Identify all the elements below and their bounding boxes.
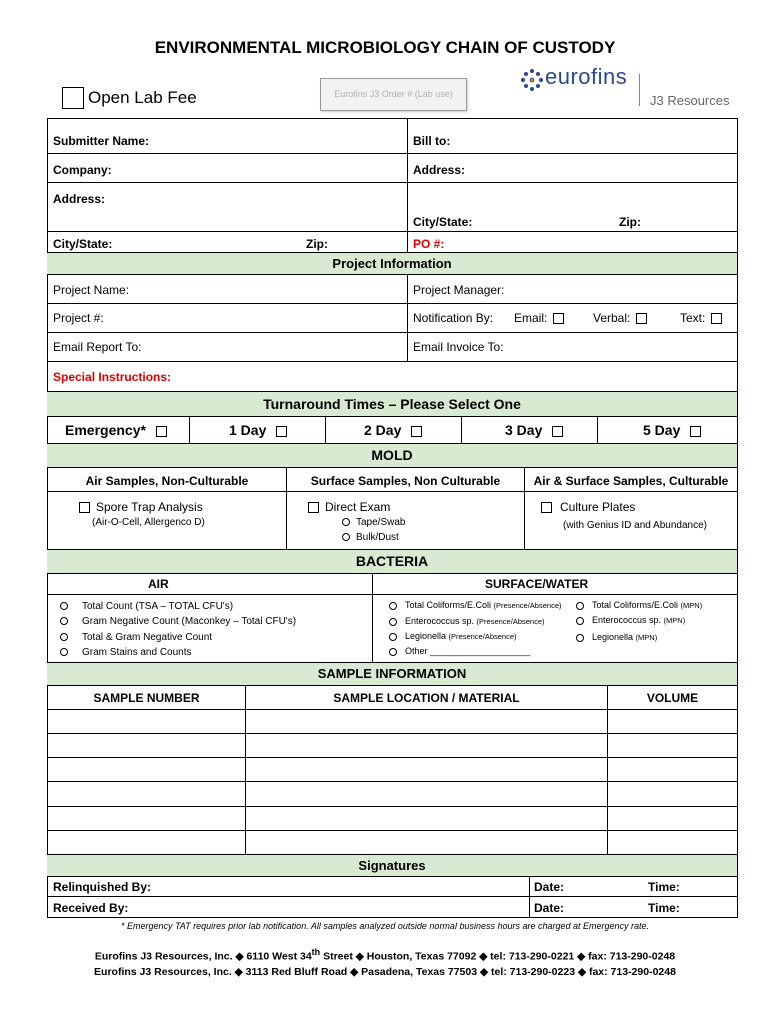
rule <box>48 231 407 232</box>
sw-total-coliforms-pa[interactable] <box>389 600 561 610</box>
table-row <box>48 830 737 831</box>
open-lab-fee[interactable] <box>62 87 197 109</box>
emergency-footnote: * Emergency TAT requires prior lab notification. All samples analyzed outside normal business hours are charged at Emergency rate. <box>120 921 650 931</box>
mold-heading: MOLD <box>47 443 737 468</box>
air-item-total-count[interactable] <box>60 601 233 612</box>
table-row <box>48 733 737 734</box>
tat-emergency[interactable] <box>65 422 167 438</box>
tat-3-day[interactable] <box>505 422 563 438</box>
tat-2-day-checkbox[interactable] <box>411 426 422 437</box>
received-date-label: Date: <box>534 901 565 915</box>
sample-col-volume: VOLUME <box>646 691 699 705</box>
footer-line1-b: Street ◆ Houston, Texas 77092 ◆ tel: 713-290-0221 ◆ fax: 713-290-0248 <box>320 950 676 963</box>
radio[interactable] <box>389 648 397 656</box>
sample-col-number: SAMPLE NUMBER <box>93 691 200 705</box>
notify-email-checkbox[interactable] <box>553 313 564 324</box>
tat-emergency-checkbox[interactable] <box>156 426 167 437</box>
footer-line1-sup: th <box>311 947 321 957</box>
project-name-label: Project Name: <box>53 283 130 297</box>
sw-note: (MPN) <box>680 601 703 610</box>
bacteria-air-heading: AIR <box>148 577 169 591</box>
radio[interactable] <box>576 634 584 642</box>
tat-divider <box>325 416 326 443</box>
project-divider <box>407 274 408 362</box>
sample-divider <box>245 685 246 854</box>
email-invoice-label: Email Invoice To: <box>413 340 504 354</box>
sw-legionella-pa[interactable] <box>389 631 517 641</box>
open-lab-fee-checkbox[interactable] <box>62 87 84 109</box>
radio[interactable] <box>389 633 397 641</box>
rule <box>48 594 737 595</box>
air-item-gram-negative[interactable] <box>60 616 296 627</box>
tat-divider <box>189 416 190 443</box>
bacteria-surface-heading: SURFACE/WATER <box>485 577 589 591</box>
order-number-field[interactable]: Eurofins J3 Order # (Lab use) <box>320 78 467 111</box>
tat-5-day[interactable] <box>643 422 701 438</box>
tat-divider <box>597 416 598 443</box>
sw-enterococcus-mpn[interactable] <box>576 615 685 625</box>
relinquished-by-label: Relinquished By: <box>53 880 152 894</box>
address-label: Address: <box>53 192 106 206</box>
sw-note: (MPN) <box>635 633 658 642</box>
rule <box>48 361 737 362</box>
relinquished-time-label: Time: <box>648 880 680 894</box>
culture-note: (with Genius ID and Abundance) <box>563 520 707 531</box>
bacteria-divider <box>372 573 373 663</box>
bill-zip-label: Zip: <box>619 215 641 229</box>
tat-2-day[interactable] <box>364 422 422 438</box>
radio[interactable] <box>60 648 68 656</box>
sw-other[interactable] <box>389 646 530 656</box>
bulk-dust-option[interactable] <box>342 532 399 543</box>
air-item-label: Gram Negative Count (Maconkey – Total CFU's) <box>82 616 297 627</box>
notify-email-label: Email: <box>514 311 548 325</box>
rule <box>408 153 737 154</box>
rule <box>408 231 737 232</box>
direct-exam-option[interactable] <box>308 500 390 514</box>
air-item-total-gram[interactable] <box>60 632 212 643</box>
logo-brand: eurofins <box>545 64 628 89</box>
radio[interactable] <box>576 617 584 625</box>
air-item-gram-stains[interactable] <box>60 647 192 658</box>
tat-1-day-checkbox[interactable] <box>276 426 287 437</box>
rule <box>48 491 737 492</box>
rule <box>48 896 737 897</box>
sw-label: Total Coliforms/E.Coli <box>405 600 494 610</box>
tat-1-day-label: 1 Day <box>229 422 267 438</box>
spore-trap-label: Spore Trap Analysis <box>96 500 203 514</box>
submitter-name-label: Submitter Name: <box>53 134 150 148</box>
received-time-label: Time: <box>648 901 680 915</box>
radio[interactable] <box>60 633 68 641</box>
eurofins-dots-icon <box>520 68 544 92</box>
sample-col-location: SAMPLE LOCATION / MATERIAL <box>333 691 520 705</box>
company-label: Company: <box>53 163 112 177</box>
sample-info-heading: SAMPLE INFORMATION <box>47 662 737 686</box>
city-state-label: City/State: <box>53 237 113 251</box>
radio[interactable] <box>60 602 68 610</box>
mold-col-culturable: Air & Surface Samples, Culturable <box>533 474 729 488</box>
culture-plates-option[interactable] <box>541 500 635 514</box>
air-item-label: Total Count (TSA – TOTAL CFU's) <box>82 601 234 612</box>
special-instructions-label: Special Instructions: <box>53 370 172 384</box>
logo-divider <box>639 74 640 106</box>
turnaround-heading: Turnaround Times – Please Select One <box>47 391 737 417</box>
air-item-label: Total & Gram Negative Count <box>82 632 213 643</box>
tat-1-day[interactable] <box>229 422 287 438</box>
direct-exam-label: Direct Exam <box>325 500 391 514</box>
sw-label: Enterococcus sp. <box>405 616 477 626</box>
footer-address-houston <box>0 947 770 963</box>
rule <box>48 153 407 154</box>
tape-swab-radio[interactable] <box>342 518 350 526</box>
table-row <box>48 781 737 782</box>
rule <box>48 332 737 333</box>
bulk-dust-label: Bulk/Dust <box>356 532 399 543</box>
sw-label: Other ____________________ <box>405 646 531 656</box>
project-info-heading: Project Information <box>47 252 737 275</box>
bill-city-state-label: City/State: <box>413 215 473 229</box>
notify-text-option[interactable] <box>680 311 722 325</box>
footer-line1-a: Eurofins J3 Resources, Inc. ◆ 6110 West 34 <box>94 950 312 963</box>
bill-to-label: Bill to: <box>413 134 451 148</box>
direct-exam-checkbox[interactable] <box>308 502 319 513</box>
zip-label: Zip: <box>306 237 328 251</box>
air-item-label: Gram Stains and Counts <box>82 647 192 658</box>
relinquished-date-label: Date: <box>534 880 565 894</box>
notify-text-label: Text: <box>680 311 706 325</box>
sample-divider <box>607 685 608 854</box>
rule <box>48 182 407 183</box>
submitter-divider <box>407 119 408 253</box>
page-title: ENVIRONMENTAL MICROBIOLOGY CHAIN OF CUSTODY <box>154 38 616 57</box>
sw-note: (MPN) <box>663 616 686 625</box>
notification-by-label: Notification By: <box>413 311 494 325</box>
tape-swab-option[interactable] <box>342 517 405 528</box>
radio[interactable] <box>389 618 397 626</box>
bill-address-label: Address: <box>413 163 466 177</box>
sw-label: Enterococcus sp. <box>592 615 664 625</box>
sw-note: (Presence/Absence) <box>448 632 517 641</box>
bacteria-heading: BACTERIA <box>47 549 737 574</box>
spore-trap-note: (Air-O-Cell, Allergenco D) <box>92 517 205 528</box>
table-row <box>48 757 737 758</box>
radio[interactable] <box>389 602 397 610</box>
notify-verbal-checkbox[interactable] <box>636 313 647 324</box>
tat-2-day-label: 2 Day <box>364 422 402 438</box>
sw-total-coliforms-mpn[interactable] <box>576 600 702 610</box>
notify-verbal-option[interactable] <box>593 311 647 325</box>
table-row <box>48 806 737 807</box>
signatures-heading: Signatures <box>47 854 737 877</box>
logo-sub: J3 Resources <box>650 93 730 108</box>
radio[interactable] <box>60 617 68 625</box>
sw-note: (Presence/Absence) <box>493 601 562 610</box>
sw-label: Legionella <box>405 631 449 641</box>
tat-divider <box>461 416 462 443</box>
tat-3-day-label: 3 Day <box>505 422 543 438</box>
footer-address-pasadena: Eurofins J3 Resources, Inc. ◆ 3113 Red Bluff Road ◆ Pasadena, Texas 77503 ◆ tel: 713-290-0223 ◆ fax: 713-290-0248 <box>94 966 676 978</box>
tat-3-day-checkbox[interactable] <box>552 426 563 437</box>
spore-trap-option[interactable] <box>79 500 203 514</box>
table-row <box>48 709 737 710</box>
sw-note: (Presence/Absence) <box>476 617 545 626</box>
sw-label: Legionella <box>592 632 636 642</box>
bulk-dust-radio[interactable] <box>342 533 350 541</box>
sw-legionella-mpn[interactable] <box>576 632 657 642</box>
project-manager-label: Project Manager: <box>413 283 505 297</box>
rule <box>408 182 737 183</box>
tape-swab-label: Tape/Swab <box>356 517 406 528</box>
culture-plates-label: Culture Plates <box>560 500 636 514</box>
tat-emergency-label: Emergency* <box>65 422 146 438</box>
tat-5-day-checkbox[interactable] <box>690 426 701 437</box>
email-report-label: Email Report To: <box>53 340 142 354</box>
notify-verbal-label: Verbal: <box>593 311 631 325</box>
mold-col-surface: Surface Samples, Non Culturable <box>310 474 501 488</box>
mold-col-air: Air Samples, Non-Culturable <box>85 474 249 488</box>
radio[interactable] <box>576 602 584 610</box>
notify-email-option[interactable] <box>514 311 564 325</box>
sw-enterococcus-pa[interactable] <box>389 616 545 626</box>
notify-text-checkbox[interactable] <box>711 313 722 324</box>
po-label: PO #: <box>413 237 445 251</box>
sw-label: Total Coliforms/E.Coli <box>592 600 681 610</box>
culture-plates-checkbox[interactable] <box>541 502 552 513</box>
spore-trap-checkbox[interactable] <box>79 502 90 513</box>
received-by-label: Received By: <box>53 901 129 915</box>
project-number-label: Project #: <box>53 311 104 325</box>
rule <box>48 303 737 304</box>
tat-5-day-label: 5 Day <box>643 422 681 438</box>
open-lab-fee-label: Open Lab Fee <box>88 88 197 107</box>
